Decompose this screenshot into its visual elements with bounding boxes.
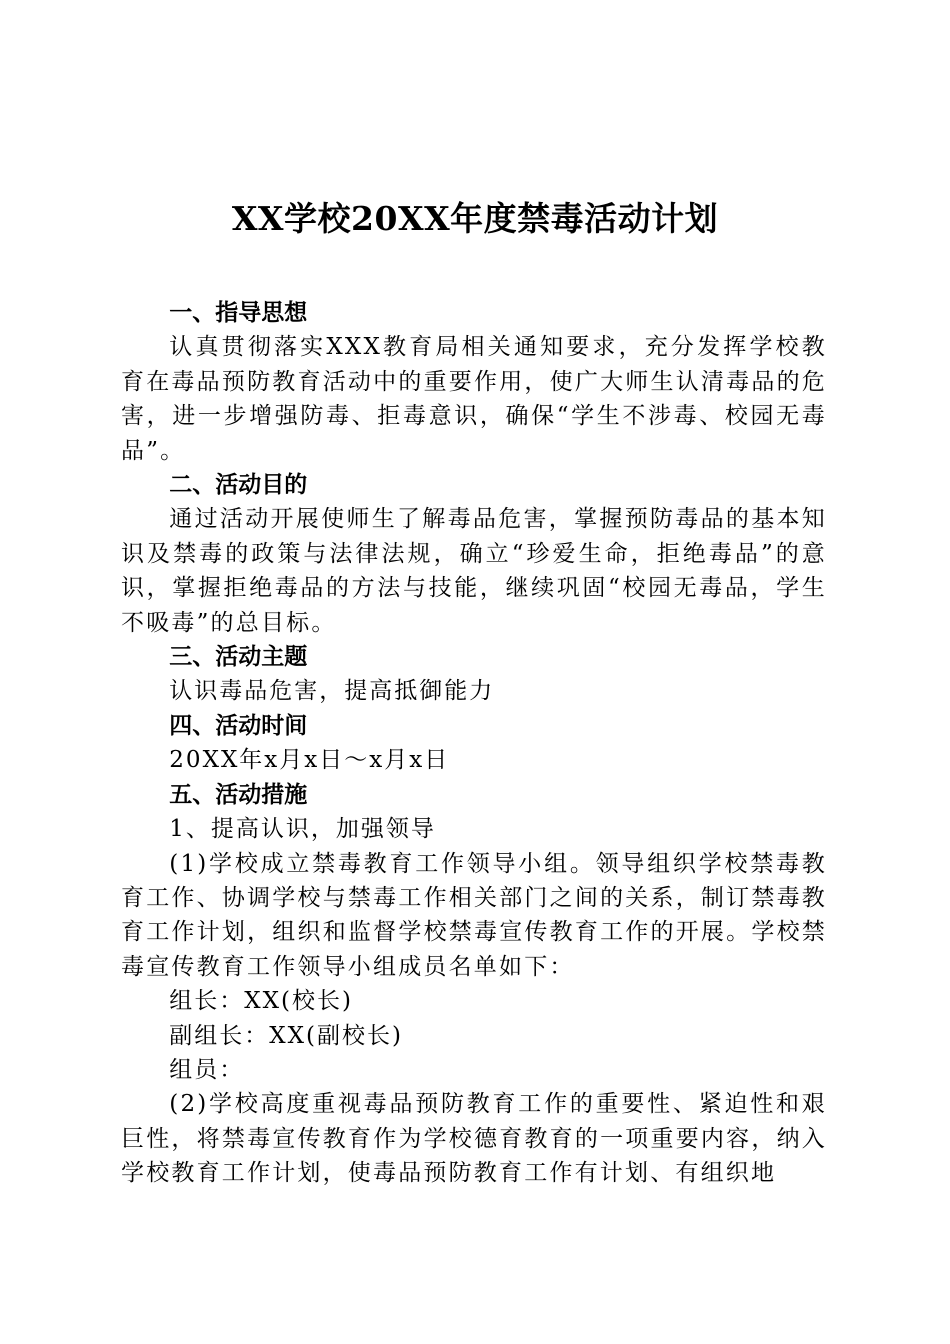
subsection-heading-leadership: 1、提高认识，加强领导 [169, 816, 436, 843]
section-heading-guiding-ideology: 一、指导思想 [169, 300, 308, 326]
section-text-activity-purpose: 通过活动开展使师生了解毒品危害，掌握预防毒品的基本知识及禁毒的政策与法律法规，确立“珍爱生命，拒绝毒品”的意识，掌握拒绝毒品的方法与技能，继续巩固“校园无毒品，学生不吸毒”的总目标。 [121, 506, 827, 636]
section-heading-activity-theme: 三、活动主题 [169, 644, 308, 671]
section-heading-activity-measures: 五、活动措施 [169, 781, 308, 808]
section-text-guiding-ideology: 认真贯彻落实XXX教育局相关通知要求，充分发挥学校教育在毒品预防教育活动中的重要作用，使广大师生认清毒品的危害，进一步增强防毒、拒毒意识，确保“学生不涉毒、校园无毒品”。 [121, 334, 827, 464]
section-heading-activity-purpose: 二、活动目的 [169, 472, 308, 499]
group-members-line: 组员： [169, 1056, 245, 1083]
group-leader-line: 组长：XX(校长) [169, 988, 353, 1015]
document-title: XX学校20XX年度禁毒活动计划 [231, 199, 719, 238]
document-body [121, 296, 827, 1191]
measure-item-1: (1)学校成立禁毒教育工作领导小组。领导组织学校禁毒教育工作、协调学校与禁毒工作相关部门之间的关系，制订禁毒教育工作计划，组织和监督学校禁毒宣传教育工作的开展。学校禁毒宣传教育工作领导小组成员名单如下： [121, 850, 827, 980]
section-text-activity-theme: 认识毒品危害，提高抵御能力 [169, 678, 495, 705]
measure-item-2: (2)学校高度重视毒品预防教育工作的重要性、紧迫性和艰巨性，将禁毒宣传教育作为学校德育教育的一项重要内容，纳入学校教育工作计划，使毒品预防教育工作有计划、有组织地 [121, 1091, 827, 1187]
section-heading-activity-time: 四、活动时间 [169, 712, 308, 739]
group-deputy-line: 副组长：XX(副校长) [169, 1022, 403, 1049]
section-text-activity-time: 20XX年x月x日～x月x日 [169, 747, 450, 774]
